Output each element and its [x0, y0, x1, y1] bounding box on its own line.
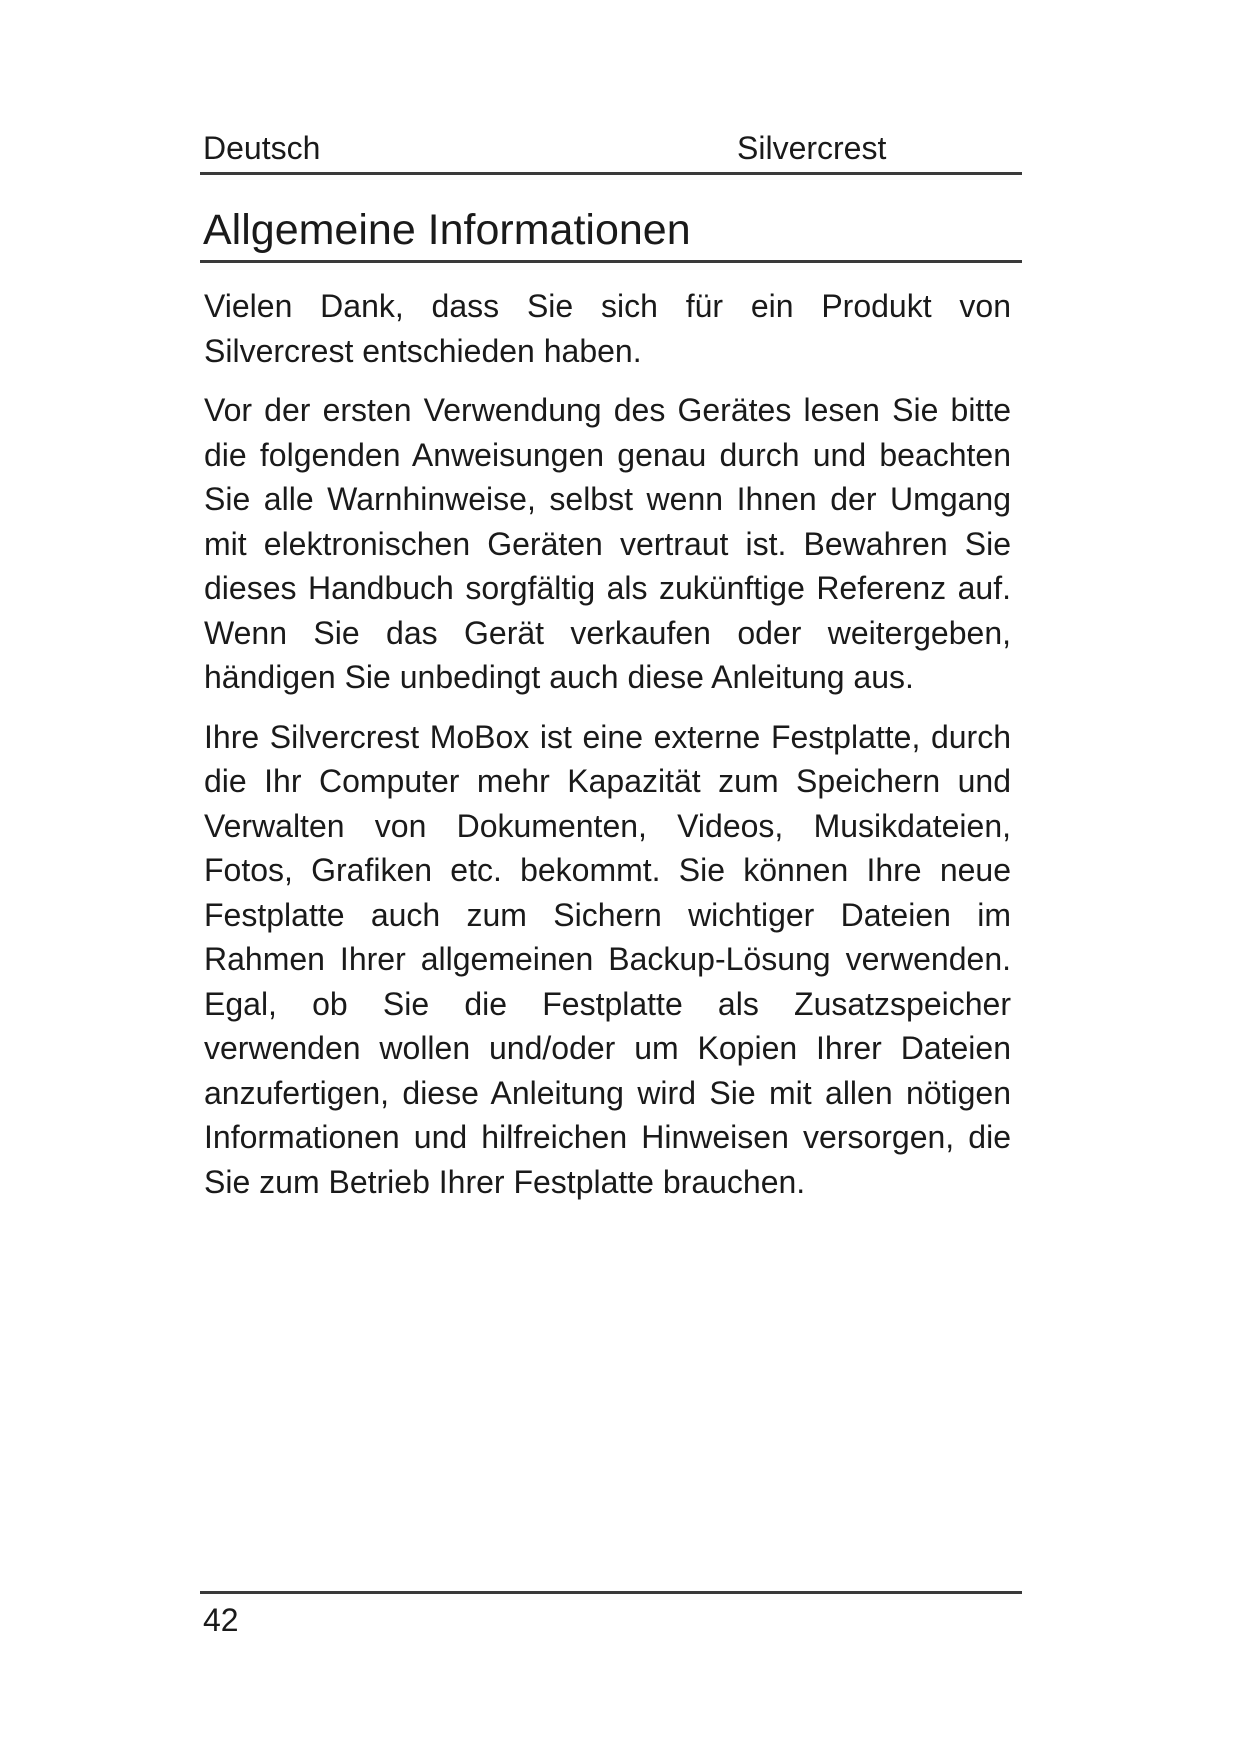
- product-paragraph: Ihre Silvercrest MoBox ist eine externe Festplatte, durch die Ihr Computer mehr Kapazität zum Speichern und Verwalten von Dokumenten, Videos, Musikdateien, Fotos, Grafiken etc. bekommt. Sie können Ihre neue Festplatte auch zum Sichern wichtiger Dateien im Rahmen Ihrer allgemeinen Backup-Lösung verwenden. Egal, ob Sie die Festplatte als Zusatzspeicher verwenden wollen und/oder um Kopien Ihrer Dateien anzufertigen, diese Anleitung wird Sie mit allen nötigen Informationen und hilfreichen Hinweisen versorgen, die Sie zum Betrieb Ihrer Festplatte brauchen.: [204, 718, 1011, 1200]
- title-rule: [200, 260, 1022, 263]
- header-rule: [200, 172, 1022, 175]
- intro-paragraph: Vielen Dank, dass Sie sich für ein Produkt von Silvercrest entschieden haben.: [204, 288, 1011, 369]
- running-header: [203, 124, 1020, 172]
- body-text: [204, 284, 1011, 1219]
- section-title: Allgemeine Informationen: [203, 206, 691, 254]
- usage-paragraph: Vor der ersten Verwendung des Gerätes lesen Sie bitte die folgenden Anweisungen genau durch und beachten Sie alle Warnhinweise, selbst wenn Ihnen der Umgang mit elektronischen Geräten vertraut ist. Bewahren Sie dieses Handbuch sorgfältig als zukünftige Referenz auf. Wenn Sie das Gerät verkaufen oder weitergeben, händigen Sie unbedingt auch diese Anleitung aus.: [204, 392, 1011, 695]
- header-language: Deutsch: [203, 130, 321, 166]
- footer-rule: [200, 1591, 1022, 1594]
- header-brand: Silvercrest: [737, 130, 887, 166]
- page-number: 42: [203, 1602, 239, 1638]
